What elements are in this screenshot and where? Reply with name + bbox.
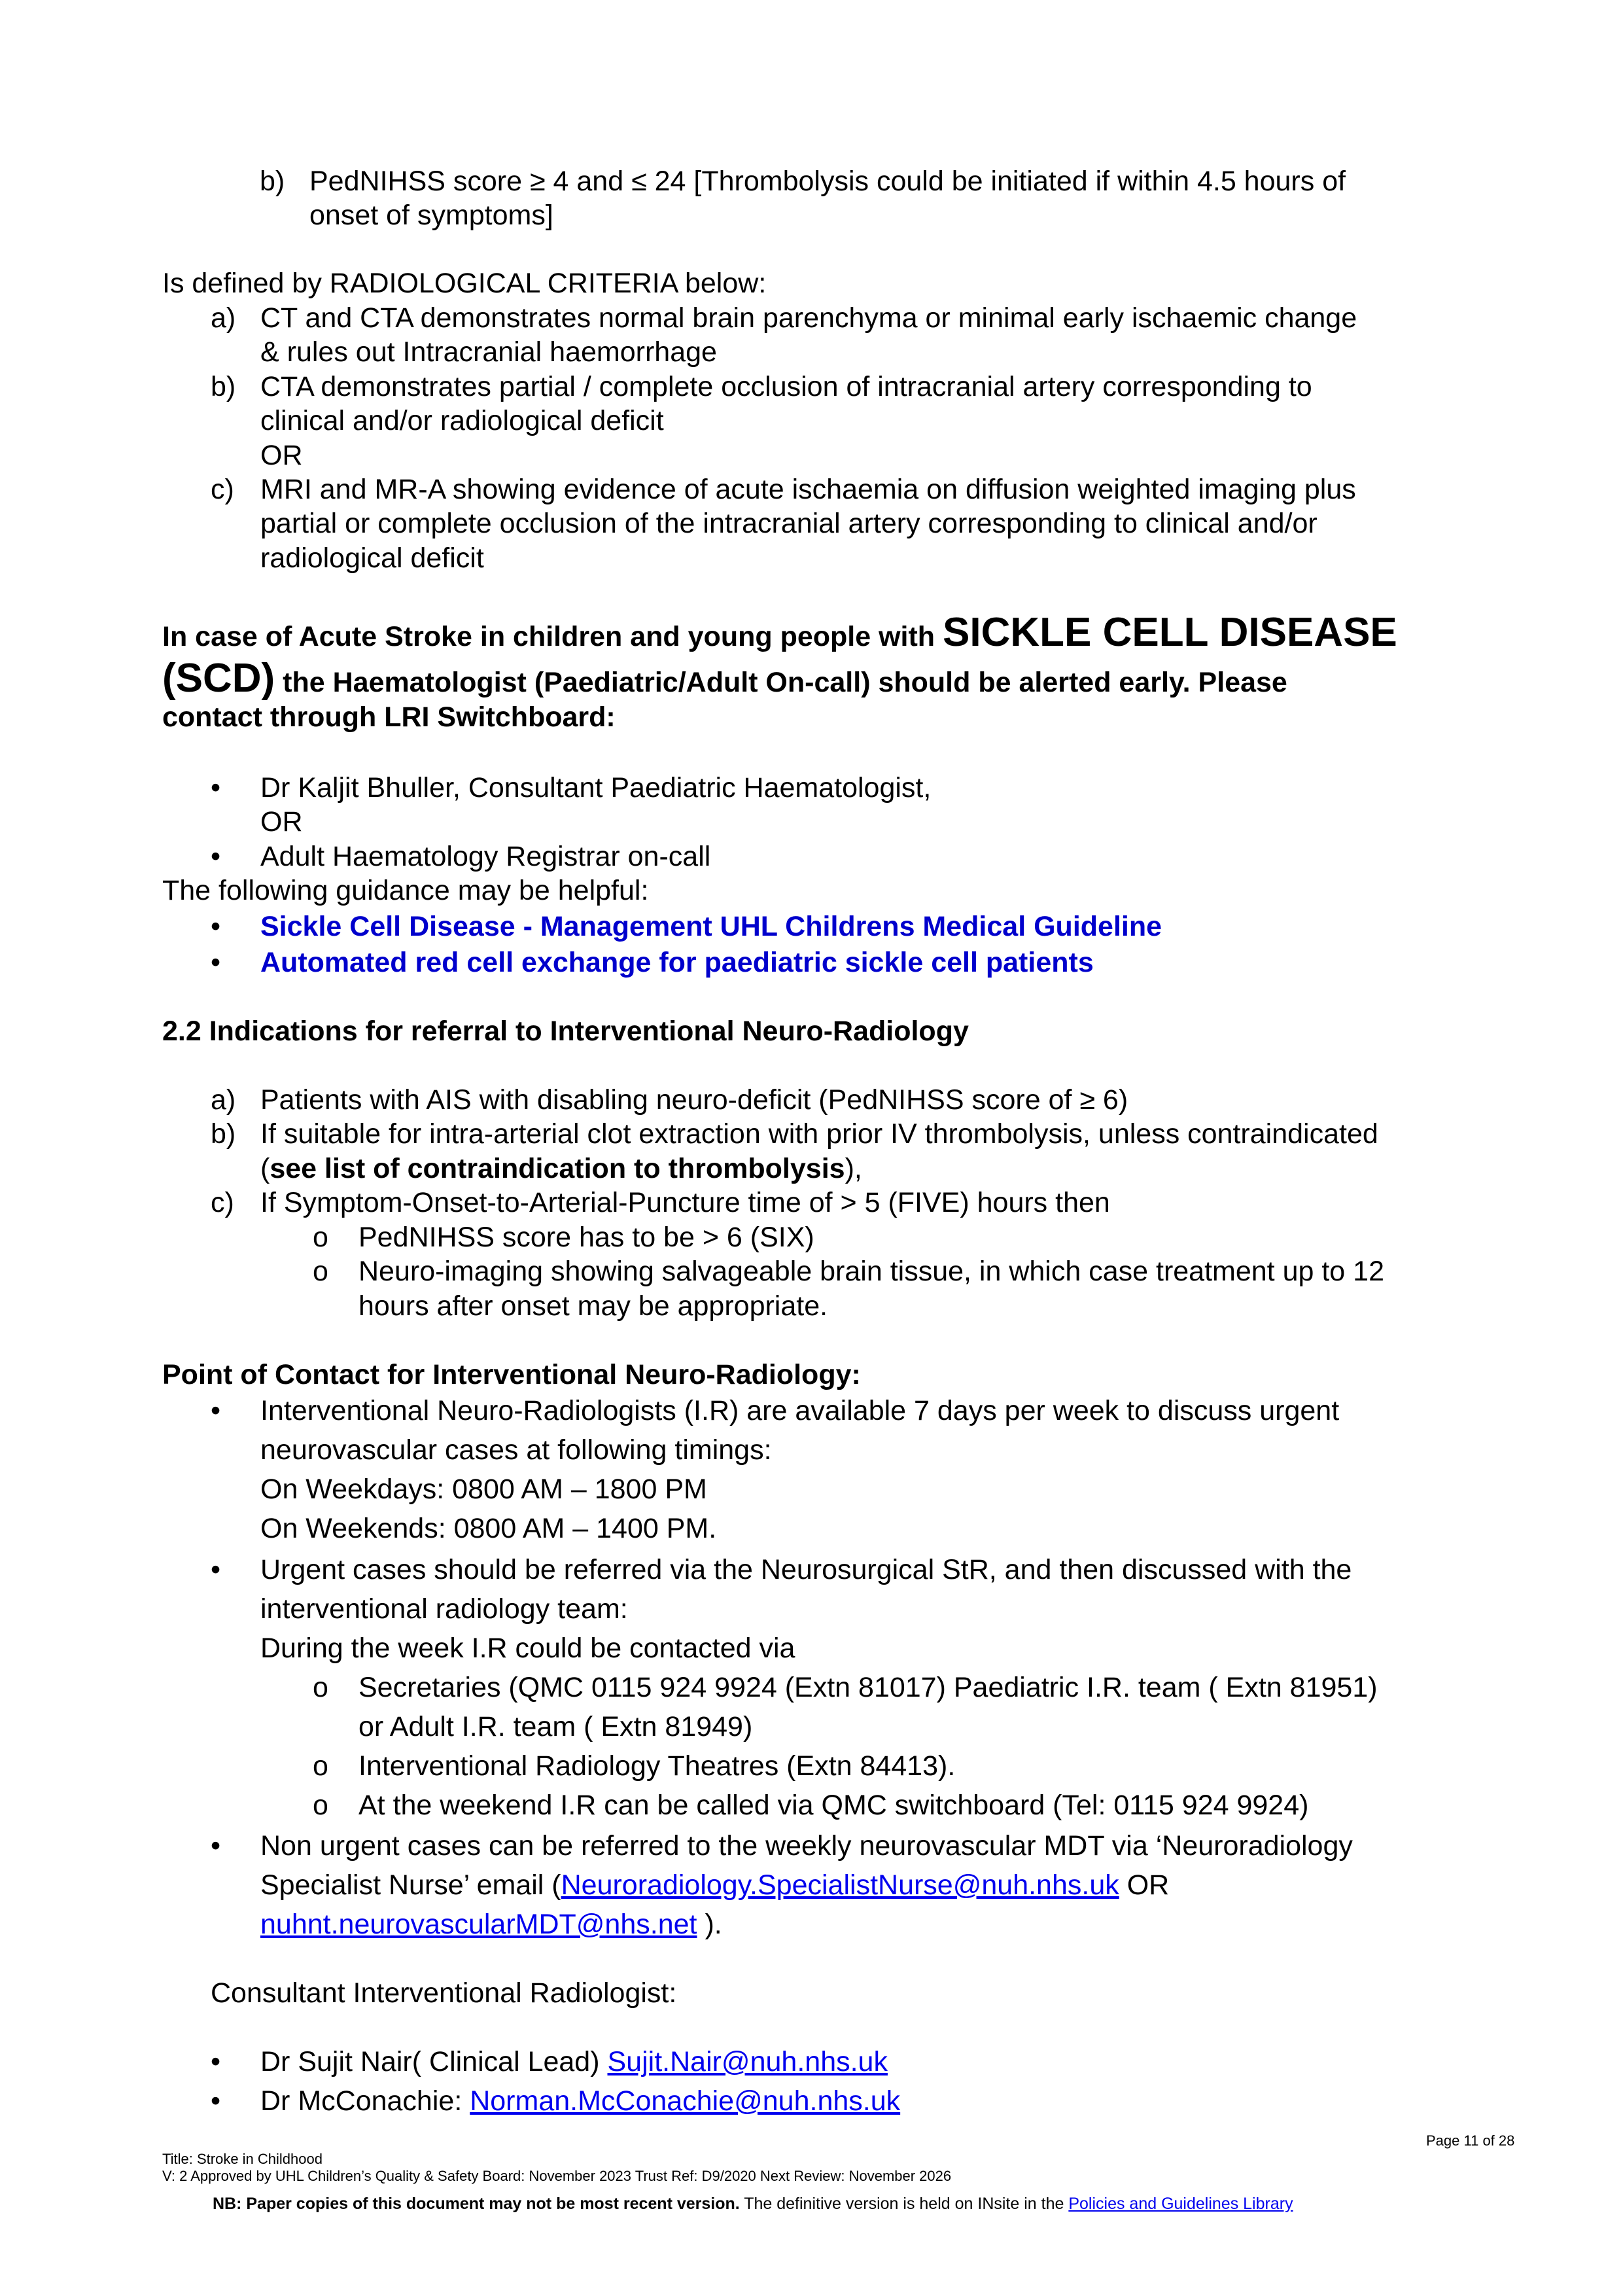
- email-link[interactable]: Norman.McConachie@nuh.nhs.uk: [470, 2085, 901, 2117]
- sub-indication: hours after onset may be appropriate.: [358, 1290, 828, 1322]
- criteria-text: MRI and MR-A showing evidence of acute ischaemia on diffusion weighted imaging plus: [260, 474, 1356, 505]
- criteria-text: CT and CTA demonstrates normal brain parenchyma or minimal early ischaemic change: [260, 302, 1357, 334]
- email-link[interactable]: Neuroradiology.SpecialistNurse@nuh.nhs.uk: [561, 1869, 1119, 1901]
- contact-text-part: ).: [697, 1909, 722, 1940]
- indication-text: If suitable for intra-arterial clot extraction with prior IV thrombolysis, unless contraindicated: [260, 1118, 1378, 1150]
- list-label: b): [260, 166, 285, 197]
- email-link[interactable]: nuhnt.neurovascularMDT@nhs.net: [260, 1909, 697, 1940]
- footer-notice: [213, 2195, 1293, 2213]
- contact-or: OR: [260, 806, 303, 838]
- contact-item: Dr Kaljit Bhuller, Consultant Paediatric Haematologist,: [260, 772, 932, 804]
- indication-text: Patients with AIS with disabling neuro-deficit (PedNIHSS score of ≥ 6): [260, 1084, 1128, 1116]
- guideline-link[interactable]: Sickle Cell Disease - Management UHL Childrens Medical Guideline: [260, 911, 1162, 942]
- footer-title: Title: Stroke in Childhood: [162, 2151, 323, 2167]
- list-label: b): [211, 371, 236, 402]
- bullet-icon: •: [211, 772, 221, 804]
- section-heading: 2.2 Indications for referral to Interventional Neuro-Radiology: [162, 1016, 969, 1047]
- guidance-intro: The following guidance may be helpful:: [162, 875, 649, 906]
- consultant-name: Dr McConachie:: [260, 2085, 470, 2117]
- contact-text: During the week I.R could be contacted via: [260, 1633, 795, 1664]
- paren: ),: [845, 1153, 862, 1184]
- circle-bullet-icon: o: [313, 1222, 328, 1253]
- bullet-icon: •: [211, 2046, 221, 2077]
- consultant-heading: Consultant Interventional Radiologist:: [211, 1977, 677, 2009]
- scd-notice-line1: [162, 612, 1397, 658]
- contact-text: Interventional Neuro-Radiologists (I.R) are available 7 days per week to discuss urgent: [260, 1395, 1340, 1426]
- contact-text: [260, 1907, 722, 1941]
- contact-text: interventional radiology team:: [260, 1593, 628, 1625]
- contact-subitem: Interventional Radiology Theatres (Extn 84413).: [358, 1750, 956, 1782]
- bullet-icon: •: [211, 1830, 221, 1862]
- contact-item: Adult Haematology Registrar on-call: [260, 841, 711, 872]
- bullet-icon: •: [211, 2085, 221, 2117]
- notice-bold: NB: Paper copies of this document may not be most recent version.: [213, 2195, 740, 2213]
- email-link[interactable]: Sujit.Nair@nuh.nhs.uk: [607, 2046, 888, 2077]
- list-label: c): [211, 474, 234, 505]
- indication-text: If Symptom-Onset-to-Arterial-Puncture time of > 5 (FIVE) hours then: [260, 1187, 1110, 1218]
- circle-bullet-icon: o: [313, 1750, 328, 1782]
- contact-text-part: OR: [1119, 1869, 1170, 1901]
- circle-bullet-icon: o: [313, 1672, 328, 1703]
- bullet-icon: •: [211, 1554, 221, 1585]
- sub-indication: Neuro-imaging showing salvageable brain tissue, in which case treatment up to 12: [358, 1256, 1384, 1287]
- criteria-text: onset of symptoms]: [309, 200, 553, 231]
- circle-bullet-icon: o: [313, 1790, 328, 1821]
- list-label: b): [211, 1118, 236, 1150]
- contact-subitem: or Adult I.R. team ( Extn 81949): [358, 1711, 753, 1742]
- contact-subitem: Secretaries (QMC 0115 924 9924 (Extn 81017) Paediatric I.R. team ( Extn 81951): [358, 1672, 1378, 1703]
- bullet-icon: •: [211, 911, 221, 942]
- list-label: a): [211, 1084, 236, 1116]
- notice-text: The definitive version is held on INsite in the: [739, 2195, 1069, 2213]
- scd-emphasis: SICKLE CELL DISEASE: [943, 610, 1397, 655]
- scd-emphasis: (SCD): [162, 656, 275, 701]
- footer-version: V: 2 Approved by UHL Children’s Quality & Safety Board: November 2023 Trust Ref: D9/2020 Next Review: November 2026: [162, 2168, 952, 2184]
- contact-text: On Weekends: 0800 AM – 1400 PM.: [260, 1513, 717, 1544]
- sub-indication: PedNIHSS score has to be > 6 (SIX): [358, 1222, 814, 1253]
- contact-text: Urgent cases should be referred via the Neurosurgical StR, and then discussed with the: [260, 1554, 1352, 1585]
- criteria-text: PedNIHSS score ≥ 4 and ≤ 24 [Thrombolysis could be initiated if within 4.5 hours of: [309, 166, 1346, 197]
- consultant-item: [260, 2045, 888, 2079]
- criteria-or: OR: [260, 440, 303, 471]
- scd-text: the Haematologist (Paediatric/Adult On-call) should be alerted early. Please: [275, 667, 1287, 698]
- contact-text: Non urgent cases can be referred to the weekly neurovascular MDT via ‘Neuroradiology: [260, 1830, 1353, 1862]
- list-label: a): [211, 302, 236, 334]
- criteria-text: clinical and/or radiological deficit: [260, 405, 664, 436]
- bullet-icon: •: [211, 1395, 221, 1426]
- circle-bullet-icon: o: [313, 1256, 328, 1287]
- contact-heading: Point of Contact for Interventional Neuro-Radiology:: [162, 1359, 861, 1390]
- criteria-text: radiological deficit: [260, 542, 484, 574]
- contact-text-part: Specialist Nurse’ email (: [260, 1869, 561, 1901]
- radiological-intro: Is defined by RADIOLOGICAL CRITERIA below:: [162, 268, 767, 299]
- indication-text: [260, 1152, 862, 1186]
- contact-text: On Weekdays: 0800 AM – 1800 PM: [260, 1474, 707, 1505]
- guideline-link[interactable]: Automated red cell exchange for paediatric sickle cell patients: [260, 947, 1094, 978]
- contact-text: neurovascular cases at following timings:: [260, 1434, 772, 1466]
- contact-subitem: At the weekend I.R can be called via QMC switchboard (Tel: 0115 924 9924): [358, 1790, 1309, 1821]
- scd-text: In case of Acute Stroke in children and young people with: [162, 621, 943, 652]
- scd-notice-line2: [162, 658, 1287, 703]
- criteria-text: CTA demonstrates partial / complete occlusion of intracranial artery corresponding to: [260, 371, 1312, 402]
- contact-text: [260, 1868, 1169, 1902]
- scd-notice-line3: contact through LRI Switchboard:: [162, 701, 616, 733]
- bullet-icon: •: [211, 947, 221, 978]
- page-number: Page 11 of 28: [1426, 2132, 1515, 2149]
- contraindication-reference: see list of contraindication to thrombolysis: [270, 1153, 845, 1184]
- criteria-text: partial or complete occlusion of the intracranial artery corresponding to clinical and/or: [260, 508, 1318, 539]
- policies-library-link[interactable]: Policies and Guidelines Library: [1068, 2195, 1293, 2213]
- paren: (: [260, 1153, 270, 1184]
- criteria-text: & rules out Intracranial haemorrhage: [260, 336, 717, 368]
- list-label: c): [211, 1187, 234, 1218]
- consultant-name: Dr Sujit Nair( Clinical Lead): [260, 2046, 608, 2077]
- bullet-icon: •: [211, 841, 221, 872]
- consultant-item: [260, 2084, 900, 2118]
